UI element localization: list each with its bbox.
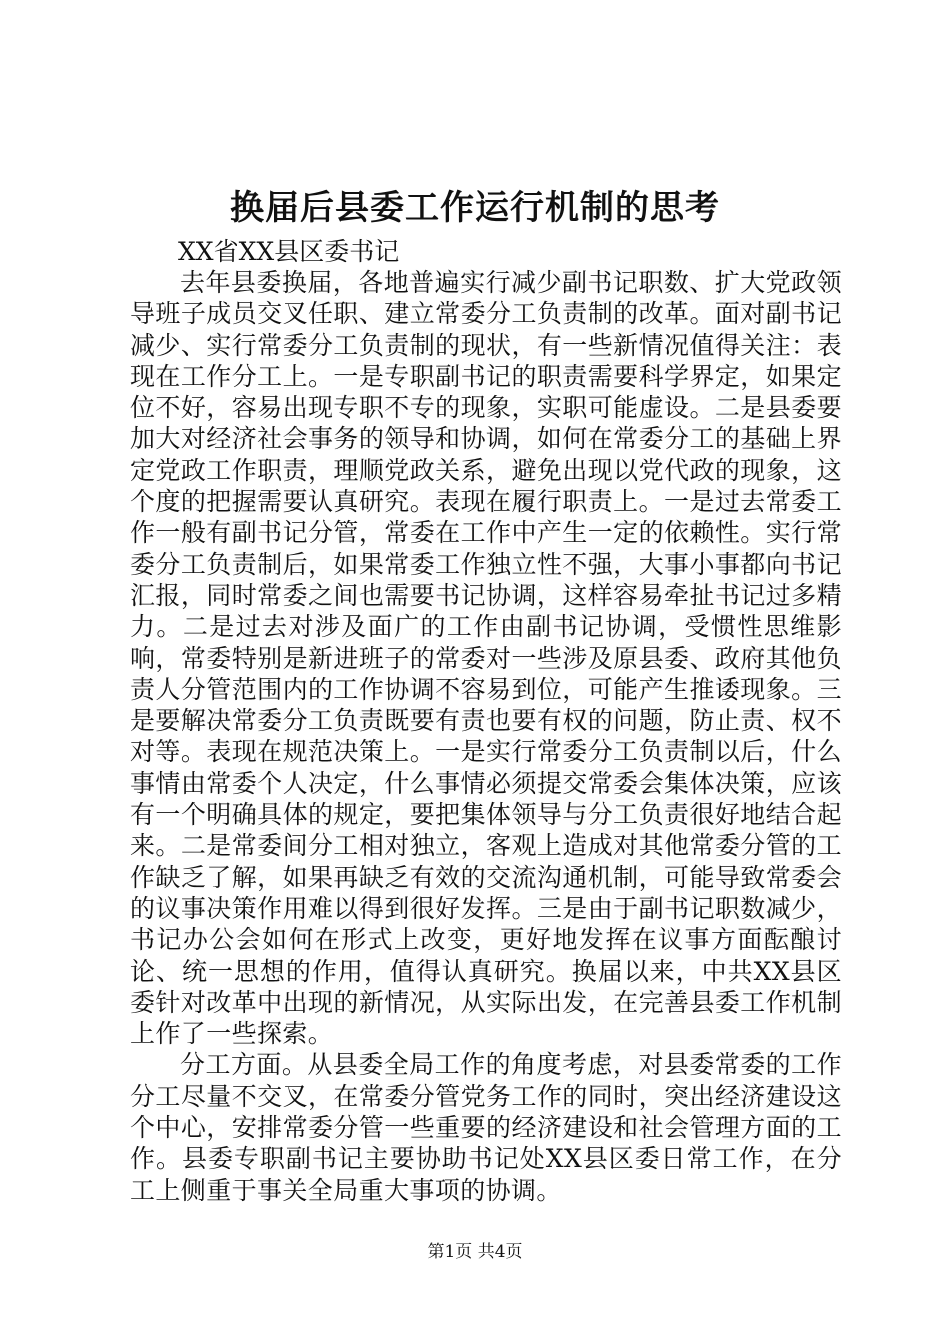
document-title: 换届后县委工作运行机制的思考 <box>230 188 720 228</box>
paragraph-2: 分工方面。从县委全局工作的角度考虑，对县委常委的工作分工尽量不交叉，在常委分管党务工作的同时，突出经济建设这个中心，安排常委分管一些重要的经济建设和社会管理方面的工作。县委专职副书记主要协助书记处XX县区委日常工作，在分工上侧重于事关全局重大事项的协调。 <box>130 1050 842 1205</box>
document-author: XX省XX县区委书记 <box>178 237 400 266</box>
page-footer: 第1页 共4页 <box>427 1242 523 1262</box>
paragraph-1: 去年县委换届，各地普遍实行减少副书记职数、扩大党政领导班子成员交叉任职、建立常委分工负责制的改革。面对副书记减少、实行常委分工负责制的现状，有一些新情况值得关注：表现在工作分工上。一是专职副书记的职责需要科学界定，如果定位不好，容易出现专职不专的现象，实职可能虚设。二是县委要加大对经济社会事务的领导和协调，如何在常委分工的基础上界定党政工作职责，理顺党政关系，避免出现以党代政的现象，这个度的把握需要认真研究。表现在履行职责上。一是过去常委工作一般有副书记分管，常委在工作中产生一定的依赖性。实行常委分工负责制后，如果常委工作独立性不强，大事小事都向书记汇报，同时常委之间也需要书记协调，这样容易牵扯书记过多精力。二是过去对涉及面广的工作由副书记协调，受惯性思维影响，常委特别是新进班子的常委对一些涉及原县委、政府其他负责人分管范围内的工作协调不容易到位，可能产生推诿现象。三是要解决常委分工负责既要有责也要有权的问题，防止责、权不对等。表现在规范决策上。一是实行常委分工负责制以后，什么事情由常委个人决定，什么事情必须提交常委会集体决策，应该有一个明确具体的规定，要把集体领导与分工负责很好地结合起来。二是常委间分工相对独立，客观上造成对其他常委分管的工作缺乏了解，如果再缺乏有效的交流沟通机制，可能导致常委会的议事决策作用难以得到很好发挥。三是由于副书记职数减少，书记办公会如何在形式上改变，更好地发挥在议事方面酝酿讨论、统一思想的作用，值得认真研究。换届以来，中共XX县区委针对改革中出现的新情况，从实际出发，在完善县委工作机制上作了一些探索。 <box>130 268 842 1049</box>
document-body <box>130 267 842 1206</box>
